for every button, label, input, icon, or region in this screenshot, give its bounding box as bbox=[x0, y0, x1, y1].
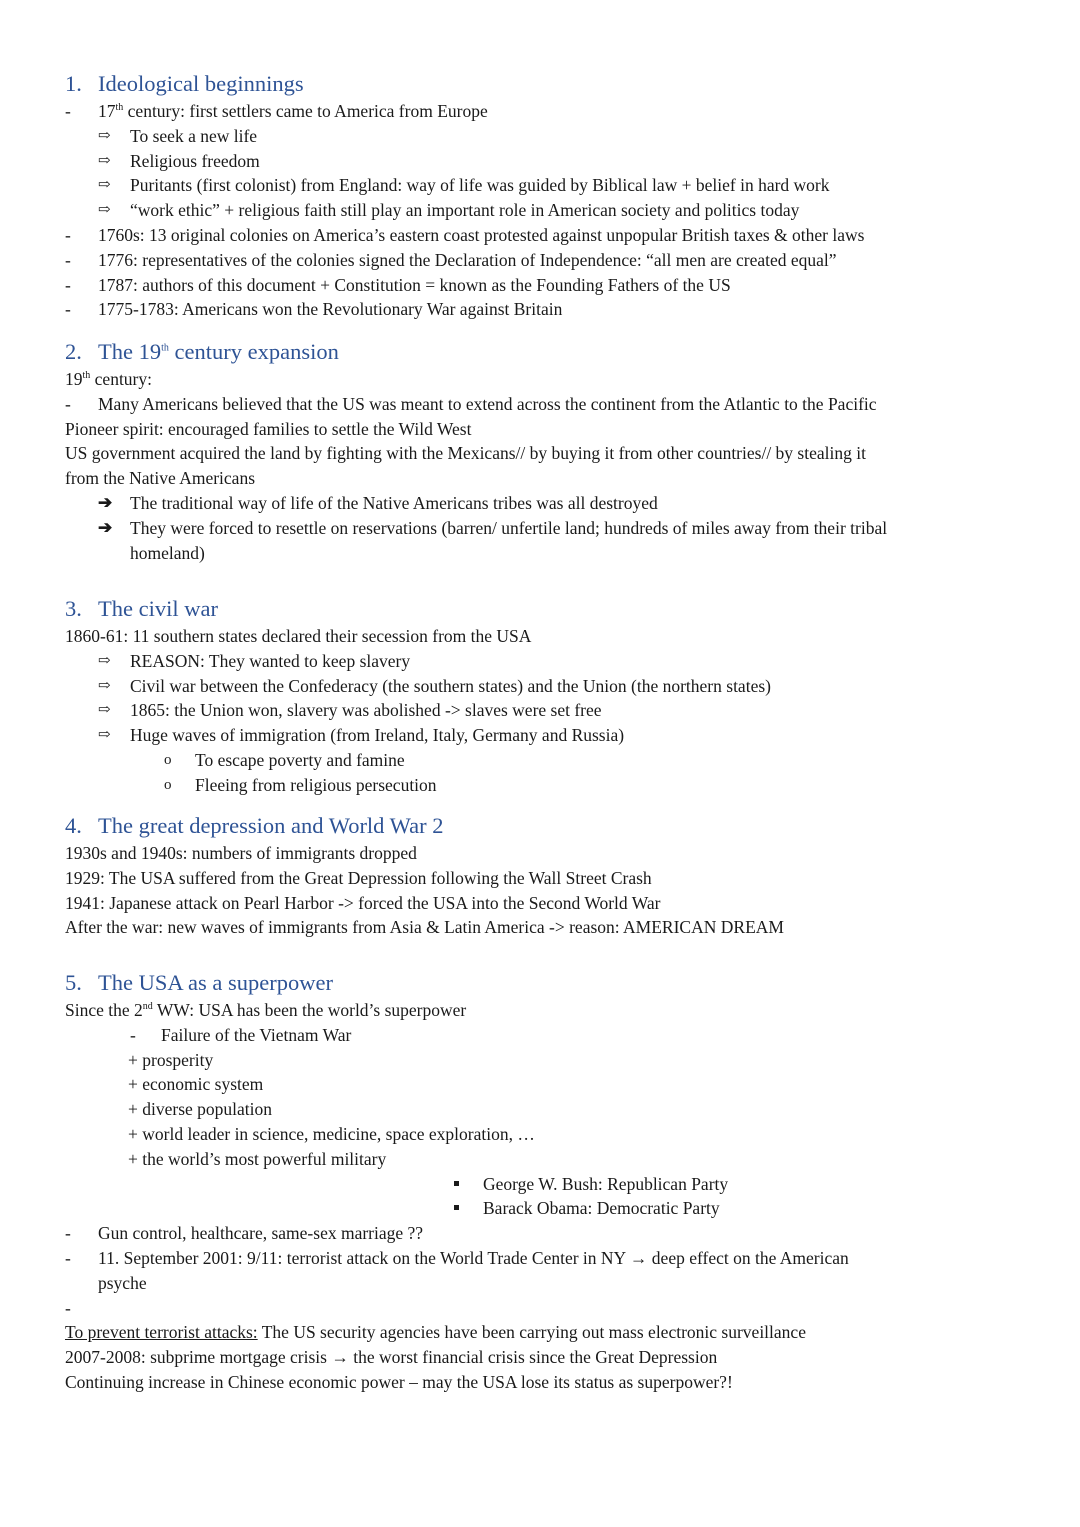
text: century: bbox=[90, 369, 152, 389]
paragraph bbox=[65, 417, 1020, 442]
text: George W. Bush: Republican Party bbox=[483, 1173, 729, 1194]
dash-marker: - bbox=[65, 101, 71, 121]
empty-bullet-line bbox=[65, 1296, 1020, 1321]
text: 2007-2008: subprime mortgage crisis → the worst financial crisis since the Great Depression bbox=[65, 1347, 718, 1368]
text: “work ethic” + religious faith still play an important role in American society and politics today bbox=[130, 200, 800, 221]
bullet-line bbox=[65, 1221, 1020, 1246]
text: Continuing increase in Chinese economic power – may the USA lose its status as superpower?! bbox=[65, 1371, 733, 1392]
text: homeland) bbox=[130, 542, 205, 563]
text: 1760s: 13 original colonies on America’s eastern coast protested against unpopular British taxes & other laws bbox=[98, 224, 865, 245]
paragraph bbox=[65, 1370, 1020, 1395]
superscript: th bbox=[115, 102, 124, 114]
text: 1865: the Union won, slavery was abolished -> slaves were set free bbox=[130, 700, 602, 721]
plus-line bbox=[65, 1097, 1020, 1122]
bold-arrow-icon: ➔ bbox=[98, 517, 113, 537]
text: They were forced to resettle on reservations (barren/ unfertile land; hundreds of miles away from their tribal bbox=[130, 517, 888, 538]
paragraph bbox=[65, 441, 1020, 466]
plus-line bbox=[65, 1048, 1020, 1073]
paragraph bbox=[65, 624, 1020, 649]
section-number: 5. bbox=[65, 970, 82, 995]
square-bullet-icon bbox=[454, 1205, 459, 1210]
text: Pioneer spirit: encouraged families to settle the Wild West bbox=[65, 418, 472, 439]
bullet-line bbox=[65, 273, 1020, 298]
plus-line bbox=[65, 1072, 1020, 1097]
underlined-text: To prevent terrorist attacks: bbox=[65, 1322, 258, 1343]
text: psyche bbox=[98, 1272, 147, 1293]
section-title: Ideological beginnings bbox=[98, 71, 304, 96]
arrow-icon: ⇨ bbox=[98, 677, 111, 694]
text: + economic system bbox=[128, 1074, 264, 1095]
text: Religious freedom bbox=[130, 150, 260, 171]
text: 17 bbox=[98, 101, 116, 121]
paragraph bbox=[65, 1320, 1020, 1345]
text: 19 bbox=[65, 369, 83, 389]
superscript: nd bbox=[142, 1001, 153, 1013]
text: US government acquired the land by fighting with the Mexicans// by buying it from other countries// by stealing it bbox=[65, 443, 866, 464]
section-usa-superpower bbox=[65, 968, 1020, 1395]
text: After the war: new waves of immigrants from Asia & Latin America -> reason: AMERICAN DREAM bbox=[65, 917, 784, 938]
section-number: 2. bbox=[65, 339, 82, 364]
text: Many Americans believed that the US was meant to extend across the continent from the Atlantic to the Pacific bbox=[98, 393, 877, 414]
text: The US security agencies have been carrying out mass electronic surveillance bbox=[257, 1322, 806, 1343]
text: 11. September 2001: 9/11: terrorist attack on the World Trade Center in NY → deep effect on the American bbox=[98, 1247, 849, 1268]
text: To seek a new life bbox=[130, 125, 258, 146]
bold-arrow-icon: ➔ bbox=[98, 492, 113, 512]
section-heading bbox=[65, 69, 1020, 99]
superscript: th bbox=[161, 342, 169, 354]
arrow-icon: ⇨ bbox=[98, 652, 111, 669]
dash-marker: - bbox=[65, 1223, 71, 1244]
dash-marker: - bbox=[65, 299, 71, 320]
arrow-icon: ⇨ bbox=[98, 702, 111, 719]
text: Gun control, healthcare, same-sex marriage ?? bbox=[98, 1223, 424, 1244]
plus-line bbox=[65, 1122, 1020, 1147]
dash-marker: - bbox=[65, 393, 71, 414]
bullet-line bbox=[65, 223, 1020, 248]
dash-marker: - bbox=[130, 1024, 136, 1045]
section-heading bbox=[65, 337, 1020, 367]
arrow-line bbox=[65, 491, 1020, 516]
dash-marker: - bbox=[65, 1297, 71, 1318]
continuation-line bbox=[65, 1271, 1020, 1296]
text: The traditional way of life of the Native Americans tribes was all destroyed bbox=[130, 492, 658, 513]
text: Huge waves of immigration (from Ireland, Italy, Germany and Russia) bbox=[130, 725, 625, 746]
arrow-icon: ⇨ bbox=[98, 152, 111, 169]
text: + prosperity bbox=[128, 1049, 214, 1070]
paragraph bbox=[65, 367, 1020, 392]
arrow-line bbox=[65, 198, 1020, 223]
text: To escape poverty and famine bbox=[195, 749, 405, 770]
bullet-line bbox=[65, 99, 1020, 124]
arrow-line bbox=[65, 649, 1020, 674]
continuation-line bbox=[65, 541, 1020, 566]
arrow-icon: ⇨ bbox=[98, 202, 111, 219]
text: WW: USA has been the world’s superpower bbox=[152, 1000, 467, 1020]
section-title: The 19 bbox=[98, 339, 162, 364]
text: + the world’s most powerful military bbox=[128, 1148, 387, 1169]
superscript: th bbox=[82, 370, 91, 382]
text: from the Native Americans bbox=[65, 468, 256, 489]
section-title: century expansion bbox=[168, 339, 339, 364]
section-civil-war bbox=[65, 594, 1020, 798]
dash-marker: - bbox=[65, 249, 71, 270]
text: Failure of the Vietnam War bbox=[161, 1024, 352, 1045]
text: 1776: representatives of the colonies signed the Declaration of Independence: “all men are created equal” bbox=[98, 249, 837, 270]
section-19th-century-expansion bbox=[65, 337, 1020, 565]
section-heading bbox=[65, 811, 1020, 841]
arrow-line bbox=[65, 698, 1020, 723]
section-title: The USA as a superpower bbox=[98, 970, 333, 995]
paragraph bbox=[65, 466, 1020, 491]
section-number: 4. bbox=[65, 813, 82, 838]
circle-bullet-icon: o bbox=[164, 751, 172, 768]
arrow-line bbox=[65, 173, 1020, 198]
text: 1930s and 1940s: numbers of immigrants dropped bbox=[65, 843, 417, 863]
circle-bullet-line bbox=[65, 748, 1020, 773]
text: + diverse population bbox=[128, 1099, 273, 1120]
section-heading bbox=[65, 594, 1020, 624]
plus-line bbox=[65, 1147, 1020, 1172]
paragraph bbox=[65, 841, 1020, 866]
text: REASON: They wanted to keep slavery bbox=[130, 650, 411, 671]
text: century: first settlers came to America from Europe bbox=[123, 101, 488, 121]
text: Fleeing from religious persecution bbox=[195, 774, 437, 795]
section-title: The civil war bbox=[98, 596, 218, 621]
paragraph bbox=[65, 998, 1020, 1023]
paragraph bbox=[65, 915, 1020, 940]
arrow-line bbox=[65, 149, 1020, 174]
arrow-line bbox=[65, 723, 1020, 748]
bullet-line bbox=[65, 297, 1020, 322]
section-number: 3. bbox=[65, 596, 82, 621]
text: 1775-1783: Americans won the Revolutionary War against Britain bbox=[98, 299, 563, 320]
section-number: 1. bbox=[65, 71, 82, 96]
arrow-line bbox=[65, 516, 1020, 541]
paragraph bbox=[65, 1345, 1020, 1370]
square-bullet-line bbox=[65, 1172, 1020, 1197]
text: Barack Obama: Democratic Party bbox=[483, 1198, 720, 1219]
text: Since the 2 bbox=[65, 1000, 143, 1020]
dash-marker: - bbox=[65, 274, 71, 295]
square-bullet-icon bbox=[454, 1181, 459, 1186]
bullet-line bbox=[65, 1246, 1020, 1271]
text: Puritants (first colonist) from England: way of life was guided by Biblical law + belief in hard work bbox=[130, 175, 830, 196]
circle-bullet-icon: o bbox=[164, 776, 172, 793]
section-heading bbox=[65, 968, 1020, 998]
arrow-icon: ⇨ bbox=[98, 177, 111, 194]
arrow-icon: ⇨ bbox=[98, 127, 111, 144]
arrow-icon: ⇨ bbox=[98, 727, 111, 744]
dash-marker: - bbox=[65, 1247, 71, 1268]
bullet-line bbox=[65, 1023, 1020, 1048]
section-ideological-beginnings bbox=[65, 69, 1020, 322]
circle-bullet-line bbox=[65, 773, 1020, 798]
text: 1860-61: 11 southern states declared their secession from the USA bbox=[65, 626, 532, 646]
text: 1787: authors of this document + Constitution = known as the Founding Fathers of the US bbox=[98, 274, 731, 295]
paragraph bbox=[65, 891, 1020, 916]
bullet-line bbox=[65, 248, 1020, 273]
dash-marker: - bbox=[65, 224, 71, 245]
arrow-line bbox=[65, 124, 1020, 149]
arrow-line bbox=[65, 674, 1020, 699]
bullet-line bbox=[65, 392, 1020, 417]
text: 1929: The USA suffered from the Great Depression following the Wall Street Crash bbox=[65, 867, 652, 888]
paragraph bbox=[65, 866, 1020, 891]
section-title: The great depression and World War 2 bbox=[98, 813, 444, 838]
text: + world leader in science, medicine, space exploration, … bbox=[128, 1123, 535, 1144]
text: 1941: Japanese attack on Pearl Harbor -> forced the USA into the Second World War bbox=[65, 892, 661, 913]
section-great-depression-ww2 bbox=[65, 811, 1020, 940]
square-bullet-line bbox=[65, 1196, 1020, 1221]
text: Civil war between the Confederacy (the southern states) and the Union (the northern states) bbox=[130, 675, 771, 696]
